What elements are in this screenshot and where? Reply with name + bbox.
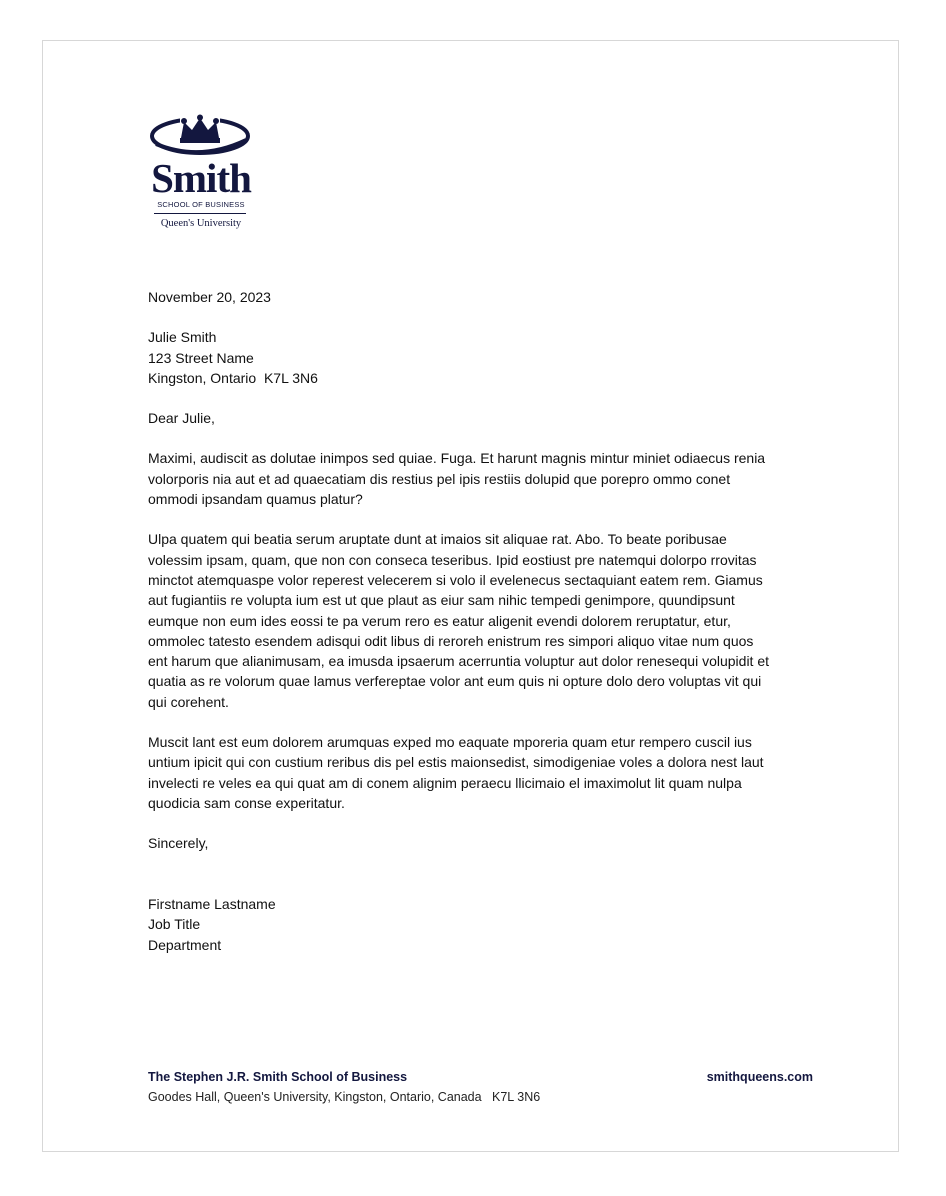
closing: Sincerely, [148, 835, 209, 852]
logo-wordmark: Smith [151, 155, 251, 201]
footer-address: Goodes Hall, Queen's University, Kingston, Ontario, Canada K7L 3N6 [148, 1090, 541, 1104]
recipient-city: Kingston, Ontario K7L 3N6 [148, 369, 318, 386]
body-paragraph-2: Ulpa quatem qui beatia serum aruptate dunt at imaios sit aliquae rat. Abo. To beate poribusae volessim ipsam, quam, que non con conseca teseribus. Ipid eostiust pre natemqui dolorpo rrovitas minctot atemquaspe volor reperest velecerem si volo il evelenecus sectaquiant eatem rem. Giamus aut fugiantiis re volupta ium est ut que plaut as eiur sam nihic tempedi genimpore, quundipsunt eumque non eum ides eossi te pa verum rero es eatur aligenit evendi dolorem reruptatur, etur, ommolec tatesto esendem adisqui odit libus di reroreh enistrum res simpori aliquo vitae num quos ent harum que alianimusam, ea imusda ipsaerum acerruntia voluptur aut dolor renesequi volupidit et quatia as re volorum quae lamus verfereptae volor ant eum quis ni opture dolo dero voluptas vit qui qui corehent. [148, 531, 770, 710]
body-paragraph-1: Maximi, audiscit as dolutae inimpos sed quiae. Fuga. Et harunt magnis mintur miniet odiaecus renia volorporis nia aut et ad quaecatiam dis restius pel ipis restiis dolupid que porepro ommo conet ommodi ipsandam quamus platur? [148, 450, 766, 508]
letter-date: November 20, 2023 [148, 289, 271, 305]
salutation: Dear Julie, [148, 410, 215, 427]
signer-name: Firstname Lastname [148, 896, 276, 913]
signer-title: Job Title [148, 916, 201, 933]
letter-body [148, 287, 776, 955]
body-paragraph-3: Muscit lant est eum dolorem arumquas exped mo eaquate mporeria quam etur rempero cuscil ius untium ipicit qui con custium reribus dis pel estis maionsedist, simodigeniae voles a dolora nest laut invelecti re veles ea qui quat am di conem alignim peraecu llicimaio el imaximolut lit quam nulpa quodicia sam conse experitatur. [148, 734, 764, 811]
signature-block [148, 894, 776, 955]
footer-website-link[interactable]: smithqueens.com [706, 1070, 813, 1084]
smith-school-logo [146, 114, 258, 234]
signer-department: Department [148, 936, 222, 953]
recipient-street: 123 Street Name [148, 349, 254, 366]
logo-university-line: Queen's University [160, 218, 242, 229]
recipient-name: Julie Smith [148, 329, 217, 346]
logo-school-line: SCHOOL OF BUSINESS [157, 200, 245, 209]
logo-divider [154, 213, 246, 214]
crown-icon [146, 114, 256, 158]
footer-institution: The Stephen J.R. Smith School of Business [148, 1070, 408, 1084]
recipient-address [148, 327, 776, 388]
